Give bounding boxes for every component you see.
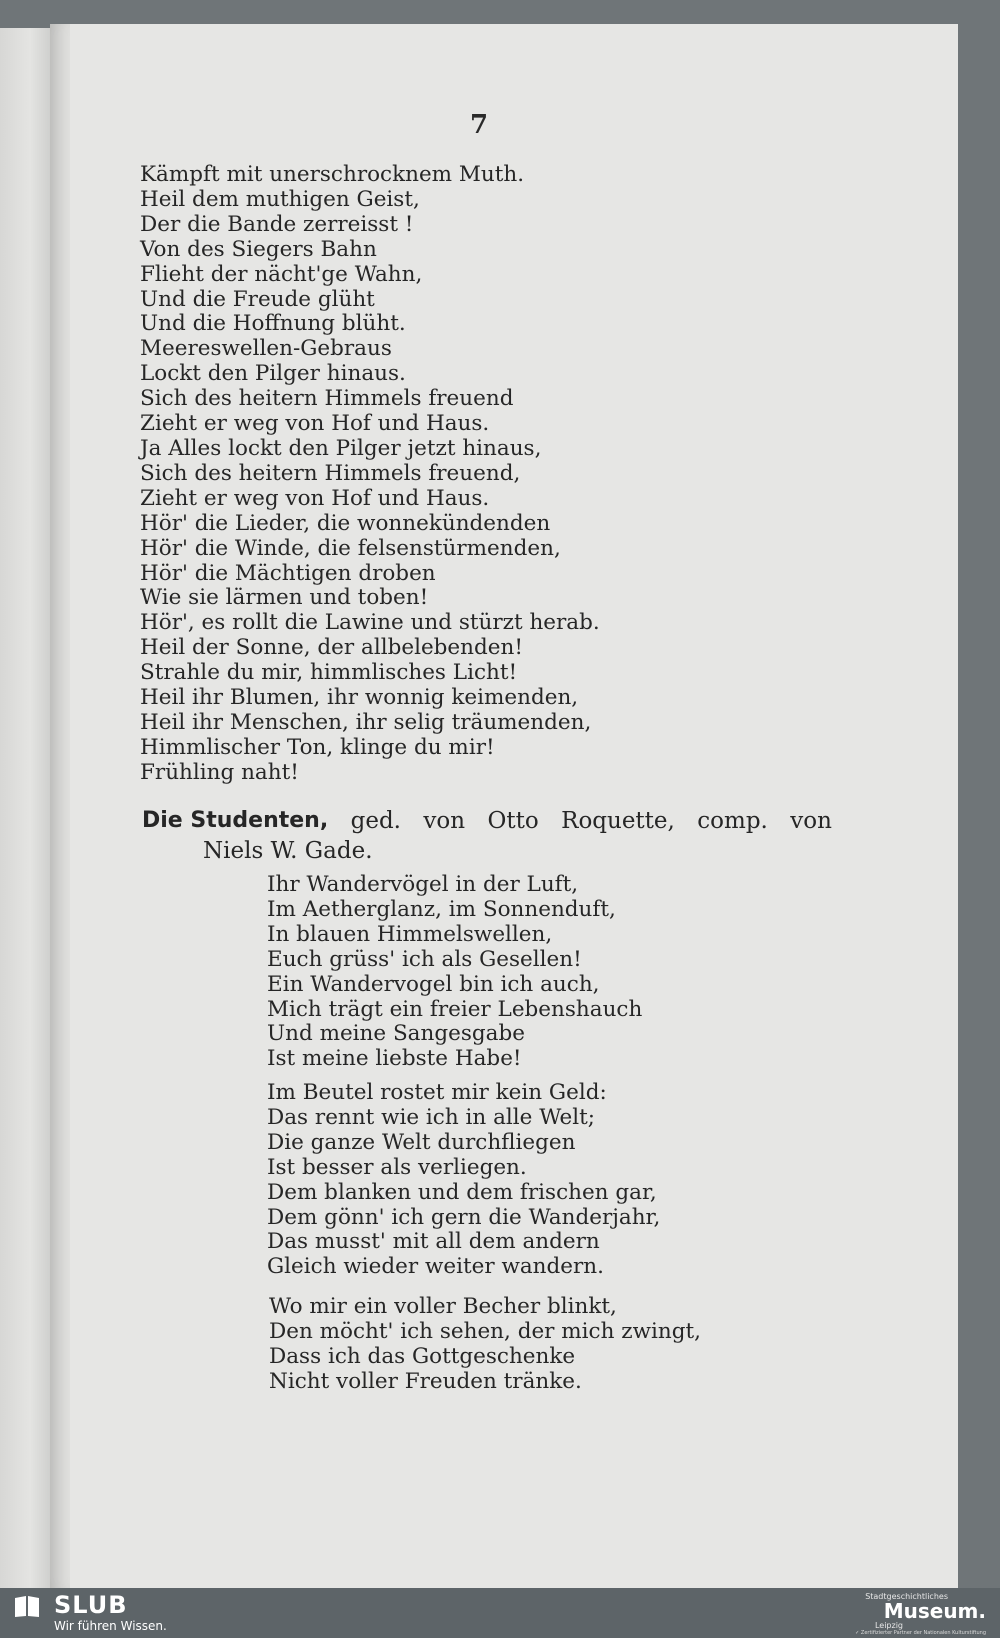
poem-line: Hör', es rollt die Lawine und stürzt herab. bbox=[140, 610, 600, 636]
stanza-line: Ihr Wandervögel in der Luft, bbox=[267, 872, 579, 897]
poem-line: Sich des heitern Himmels freuend, bbox=[140, 460, 521, 486]
heading-word: von bbox=[423, 808, 466, 834]
heading-word: von bbox=[790, 808, 832, 834]
song-heading-line-1 bbox=[142, 806, 832, 836]
heading-word: Otto bbox=[487, 808, 539, 834]
stanza-2 bbox=[267, 1081, 660, 1280]
poem-line: Sich des heitern Himmels freuend bbox=[140, 386, 514, 412]
previous-page-edge bbox=[0, 28, 50, 1588]
poem-line: Frühling naht! bbox=[140, 759, 299, 785]
poem-line: Kämpft mit unerschrocknem Muth. bbox=[140, 162, 525, 187]
poem-line: Flieht der nächt'ge Wahn, bbox=[140, 261, 423, 287]
poem-line: Himmlischer Ton, klinge du mir! bbox=[140, 734, 495, 760]
stanza-line: Das rennt wie ich in alle Welt; bbox=[267, 1104, 596, 1130]
poem-line: Hör' die Lieder, die wonnekündenden bbox=[140, 510, 551, 536]
stanza-line: Dem gönn' ich gern die Wanderjahr, bbox=[267, 1204, 661, 1230]
heading-word: comp. bbox=[697, 808, 768, 834]
song-title: Die Studenten, bbox=[142, 808, 329, 833]
stanza-line: In blauen Himmelswellen, bbox=[267, 921, 553, 947]
poem-line: Strahle du mir, himmlisches Licht! bbox=[140, 660, 518, 686]
page-number: 7 bbox=[470, 110, 489, 140]
stanza-line: Die ganze Welt durchfliegen bbox=[267, 1129, 576, 1155]
stanza-line: Nicht voller Freuden tränke. bbox=[269, 1368, 582, 1394]
museum-subtitle: Stadtgeschichtliches bbox=[865, 1592, 948, 1601]
heading-word: Roquette, bbox=[561, 808, 675, 834]
stanza-line: Im Aetherglanz, im Sonnenduft, bbox=[267, 896, 616, 922]
stanza-line: Wo mir ein voller Becher blinkt, bbox=[269, 1294, 617, 1319]
poem-line: Der die Bande zerreisst ! bbox=[140, 211, 414, 237]
stanza-line: Und meine Sangesgabe bbox=[267, 1021, 525, 1047]
song-heading bbox=[142, 806, 832, 866]
slub-logo-text[interactable]: SLUB bbox=[54, 1591, 128, 1619]
poem-line: Und die Hoffnung blüht. bbox=[140, 311, 406, 337]
stanza-line: Das musst' mit all dem andern bbox=[267, 1229, 600, 1255]
stanza-line: Dass ich das Gottgeschenke bbox=[269, 1343, 576, 1369]
poem-line: Wie sie lärmen und toben! bbox=[140, 585, 429, 611]
poem-line: Zieht er weg von Hof und Haus. bbox=[140, 411, 490, 437]
poem-line: Hör' die Mächtigen droben bbox=[140, 560, 436, 586]
heading-word: ged. bbox=[350, 808, 401, 834]
museum-city: Leipzig bbox=[874, 1621, 903, 1630]
stanza-line: Im Beutel rostet mir kein Geld: bbox=[267, 1080, 607, 1105]
stanza-line: Gleich wieder weiter wandern. bbox=[267, 1254, 604, 1280]
stanza-line: Dem blanken und dem frischen gar, bbox=[267, 1179, 657, 1205]
museum-partner-note: ✓ Zertifizierter Partner der Nationalen Kulturstiftung bbox=[855, 1630, 986, 1636]
stanza-line: Mich trägt ein freier Lebenshauch bbox=[267, 996, 643, 1022]
stanza-line: Ein Wandervogel bin ich auch, bbox=[267, 971, 600, 997]
museum-logo-text[interactable]: Museum. bbox=[883, 1599, 986, 1623]
poem-line: Und die Freude glüht bbox=[140, 286, 375, 312]
poem-line: Zieht er weg von Hof und Haus. bbox=[140, 485, 490, 511]
stanza-line: Ist besser als verliegen. bbox=[267, 1154, 527, 1180]
poem-continuation bbox=[140, 163, 600, 786]
poem-line: Heil der Sonne, der allbelebenden! bbox=[140, 635, 523, 661]
book-icon bbox=[14, 1595, 40, 1618]
footer-bar bbox=[0, 1588, 1000, 1638]
poem-line: Heil ihr Blumen, ihr wonnig keimenden, bbox=[140, 685, 579, 711]
stanza-line: Ist meine liebste Habe! bbox=[267, 1046, 522, 1072]
poem-line: Ja Alles lockt den Pilger jetzt hinaus, bbox=[140, 435, 542, 461]
composer-name: Niels W. Gade. bbox=[203, 838, 373, 864]
stanza-line: Euch grüss' ich als Gesellen! bbox=[267, 946, 582, 972]
poem-line: Lockt den Pilger hinaus. bbox=[140, 361, 406, 387]
stanza-1 bbox=[267, 873, 642, 1072]
poem-line: Hör' die Winde, die felsenstürmenden, bbox=[140, 535, 561, 561]
poem-line: Heil dem muthigen Geist, bbox=[140, 186, 420, 212]
slub-tagline: Wir führen Wissen. bbox=[54, 1619, 167, 1633]
stanza-line: Den möcht' ich sehen, der mich zwingt, bbox=[269, 1318, 701, 1344]
stanza-3 bbox=[269, 1295, 701, 1395]
poem-line: Heil ihr Menschen, ihr selig träumenden, bbox=[140, 709, 592, 735]
poem-line: Meereswellen-Gebraus bbox=[140, 336, 392, 362]
poem-line: Von des Siegers Bahn bbox=[140, 236, 377, 262]
